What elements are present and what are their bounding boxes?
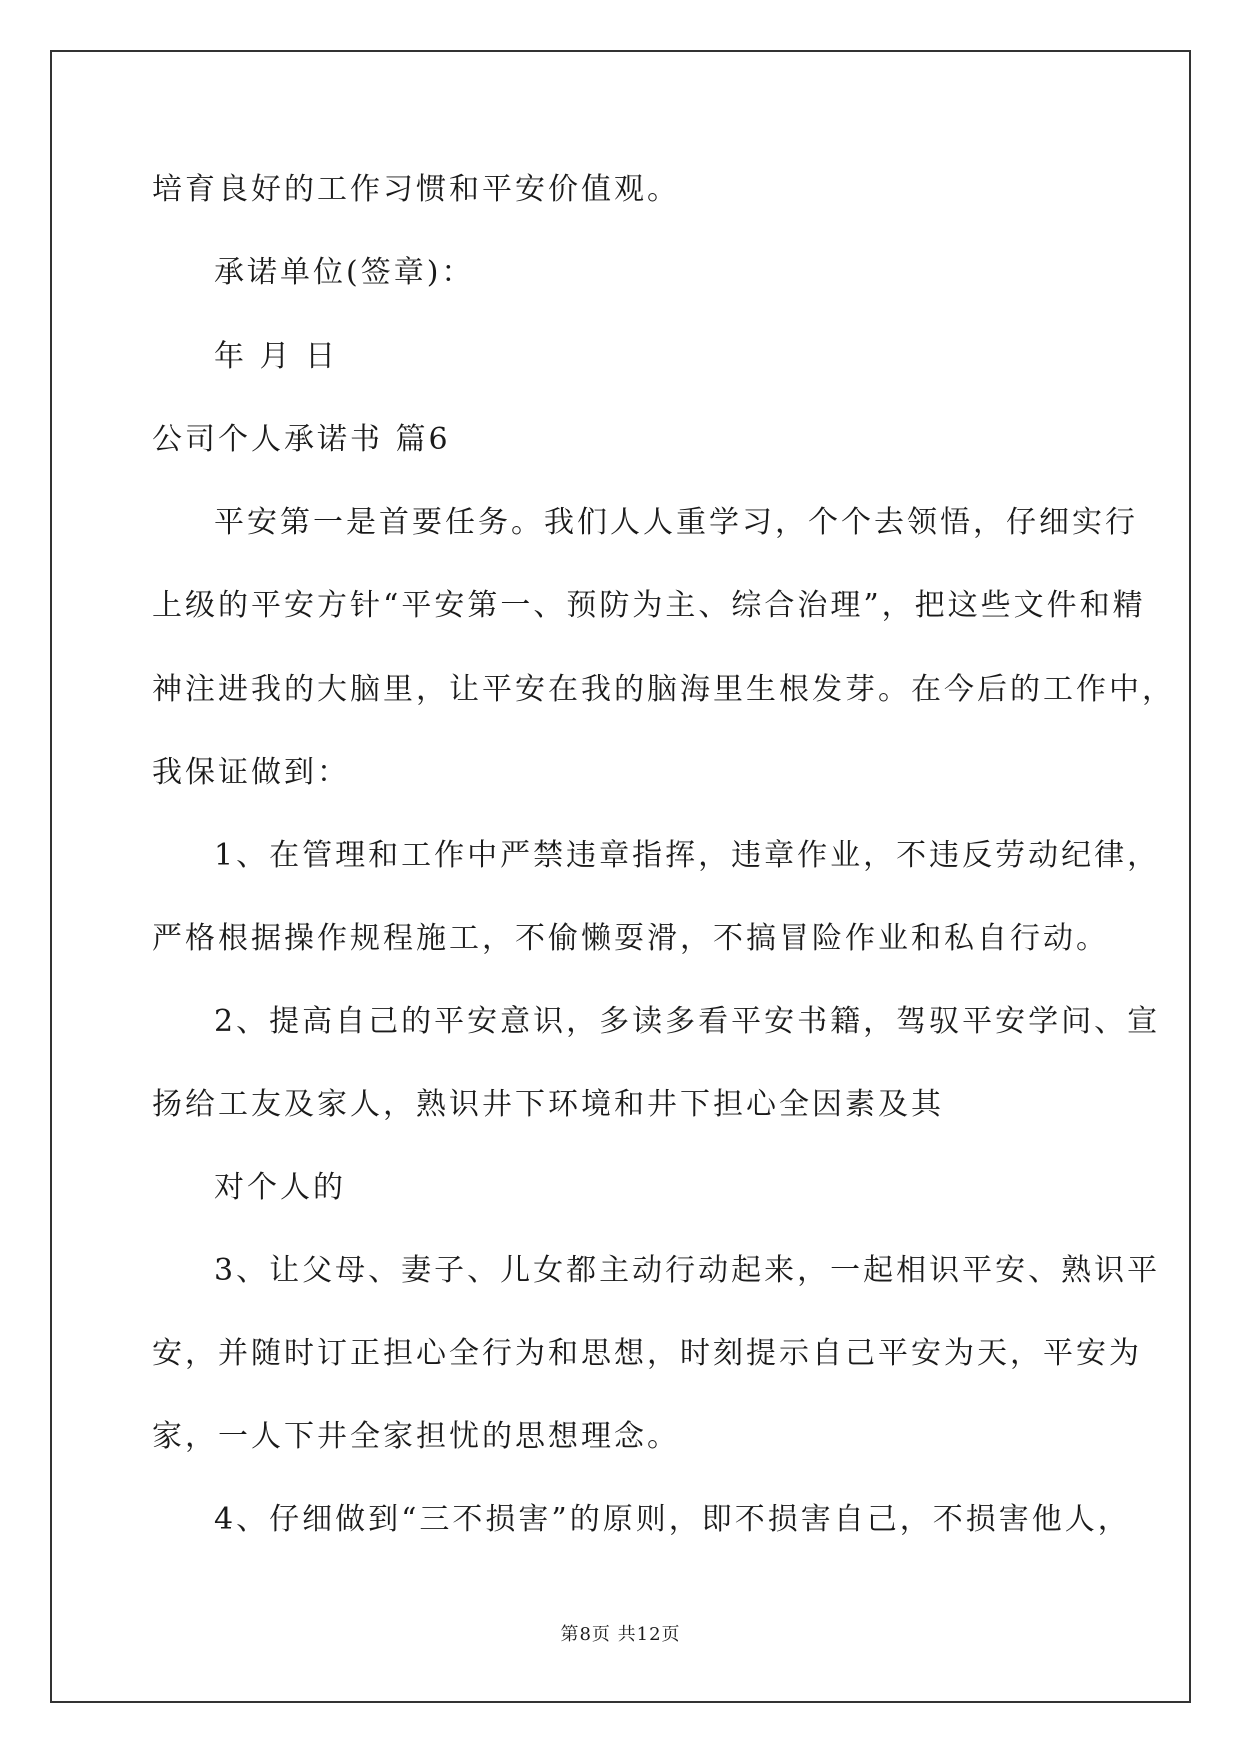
text-line: 我保证做到：	[152, 755, 350, 790]
text-line: 对个人的	[214, 1170, 346, 1205]
text-line: 神注进我的大脑里，让平安在我的脑海里生根发芽。在今后的工作中，	[152, 672, 1175, 707]
text-line: 4、仔细做到“三不损害”的原则，即不损害自己，不损害他人，	[214, 1502, 1131, 1537]
text-line: 3、让父母、妻子、儿女都主动行动起来，一起相识平安、熟识平	[214, 1253, 1161, 1288]
text-line: 培育良好的工作习惯和平安价值观。	[152, 172, 680, 207]
page-number-footer: 第8页 共12页	[560, 1624, 681, 1645]
text-line: 平安第一是首要任务。我们人人重学习，个个去领悟，仔细实行	[214, 505, 1138, 540]
text-line: 2、提高自己的平安意识，多读多看平安书籍，驾驭平安学问、宣	[214, 1004, 1161, 1039]
text-line: 承诺单位(签章)：	[214, 255, 475, 290]
section-heading: 公司个人承诺书 篇6	[152, 422, 451, 457]
text-line: 1、在管理和工作中严禁违章指挥，违章作业，不违反劳动纪律，	[214, 838, 1161, 873]
text-line: 严格根据操作规程施工，不偷懒耍滑，不搞冒险作业和私自行动。	[152, 921, 1109, 956]
text-line: 上级的平安方针“平安第一、预防为主、综合治理”，把这些文件和精	[152, 588, 1146, 623]
text-line: 扬给工友及家人，熟识井下环境和井下担心全因素及其	[152, 1087, 944, 1122]
text-line: 家，一人下井全家担忧的思想理念。	[152, 1419, 680, 1454]
text-line: 安，并随时订正担心全行为和思想，时刻提示自己平安为天，平安为	[152, 1336, 1142, 1371]
text-line: 年 月 日	[214, 339, 339, 374]
